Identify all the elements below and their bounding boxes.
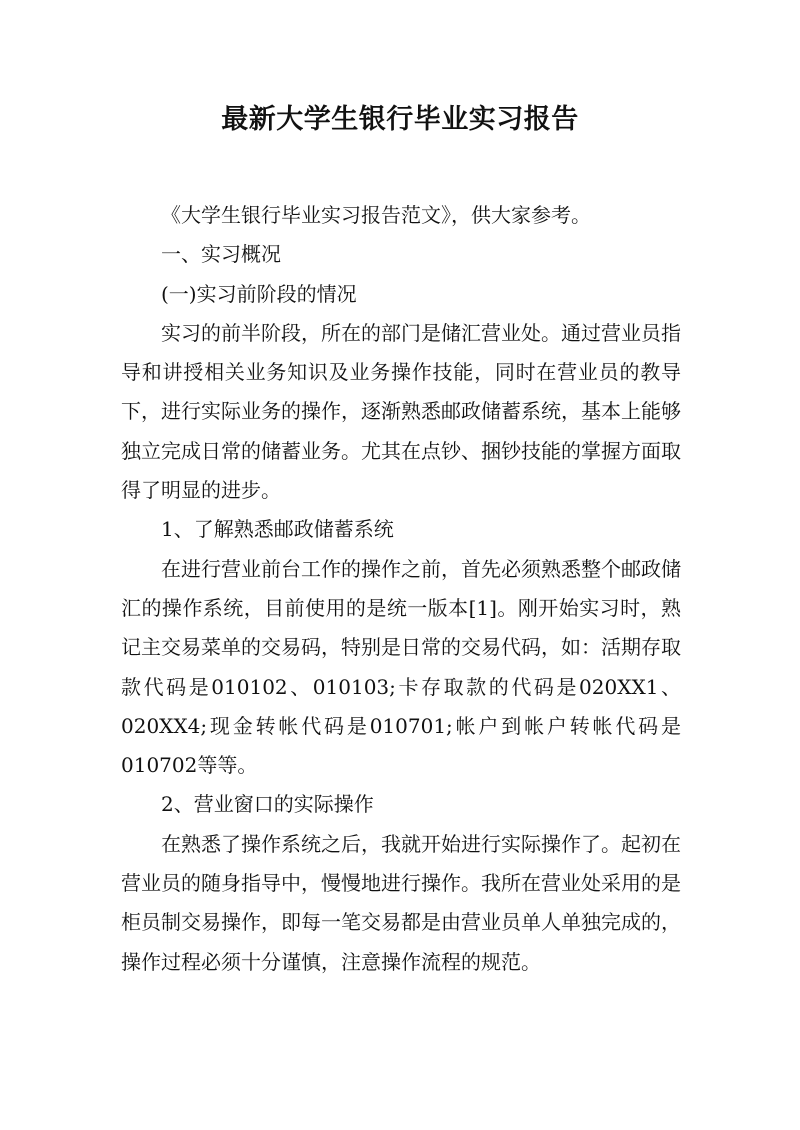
intro-paragraph: 《大学生银行毕业实习报告范文》，供大家参考。 — [161, 203, 591, 227]
body-paragraph: 在熟悉了操作系统之后，我就开始进行实际操作了。起初在营业员的随身指导中，慢慢地进行操作。我所在营业处采用的是柜员制交易操作，即每一笔交易都是由营业员单人单独完成的，操作过程必须十分谨慎，注意操作流程的规范。 — [121, 831, 681, 974]
body-paragraph: 实习的前半阶段，所在的部门是储汇营业处。通过营业员指导和讲授相关业务知识及业务操作技能，同时在营业员的教导下，进行实际业务的操作，逐渐熟悉邮政储蓄系统，基本上能够独立完成日常的储蓄业务。尤其在点钞、捆钞技能的掌握方面取得了明显的进步。 — [121, 320, 681, 503]
subsection-heading-pre-stage: (一)实习前阶段的情况 — [161, 281, 357, 306]
document-title: 最新大学生银行毕业实习报告 — [221, 104, 579, 135]
item-heading-system: 1、了解熟悉邮政储蓄系统 — [161, 517, 394, 542]
section-heading-overview: 一、实习概况 — [161, 242, 281, 267]
item-heading-window: 2、营业窗口的实际操作 — [161, 792, 374, 817]
body-paragraph: 在进行营业前台工作的操作之前，首先必须熟悉整个邮政储汇的操作系统，目前使用的是统一版本[1]。刚开始实习时，熟记主交易菜单的交易码，特别是日常的交易代码，如：活期存取款代码是010102、010103;卡存取款的代码是020XX1、020XX4;现金转帐代码是010701;帐户到帐户转帐代码是010702等等。 — [121, 556, 681, 778]
document-body — [121, 196, 681, 982]
